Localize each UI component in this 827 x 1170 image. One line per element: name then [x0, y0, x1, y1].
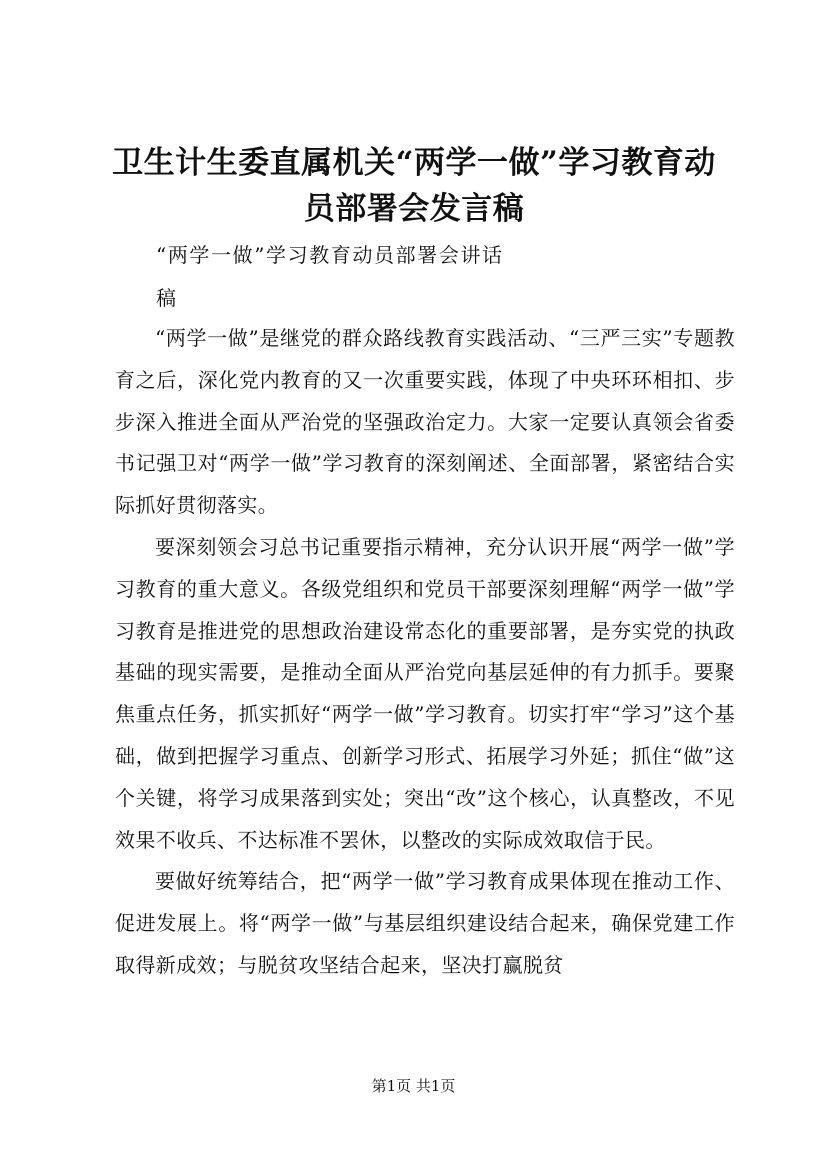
paragraph: 要做好统筹结合，把“两学一做”学习教育成果体现在推动工作、促进发展上。将“两学一做”与基层组织建设结合起来，确保党建工作取得新成效；与脱贫攻坚结合起来，坚决打赢脱贫	[115, 869, 735, 977]
document-body	[115, 318, 735, 987]
paragraph: 要深刻领会习总书记重要指示精神，充分认识开展“两学一做”学习教育的重大意义。各级党组织和党员干部要深刻理解“两学一做”学习教育是推进党的思想政治建设常态化的重要部署，是夯实党的执政基础的现实需要，是推动全面从严治党向基层延伸的有力抓手。要聚焦重点任务，抓实抓好“两学一做”学习教育。切实打牢“学习”这个基础，做到把握学习重点、创新学习形式、拓展学习外延；抓住“做”这个关键，将学习成果落到实处；突出“改”这个核心，认真整改，不见效果不收兵、不达标准不罢休，以整改的实际成效取信于民。	[115, 534, 735, 852]
document-title: 卫生计生委直属机关“两学一做”学习教育动员部署会发言稿	[112, 145, 716, 227]
page-footer: 第1页 共1页	[371, 1077, 456, 1095]
paragraph: “两学一做”是继党的群众路线教育实践活动、“三严三实”专题教育之后，深化党内教育的又一次重要实践，体现了中央环环相扣、步步深入推进全面从严治党的坚强政治定力。大家一定要认真领会省委书记强卫对“两学一做”学习教育的深刻阐述、全面部署，紧密结合实际抓好贯彻落实。	[115, 326, 735, 518]
document-subtitle-tail: 稿	[156, 286, 176, 310]
document-subtitle: “两学一做”学习教育动员部署会讲话	[156, 243, 504, 267]
